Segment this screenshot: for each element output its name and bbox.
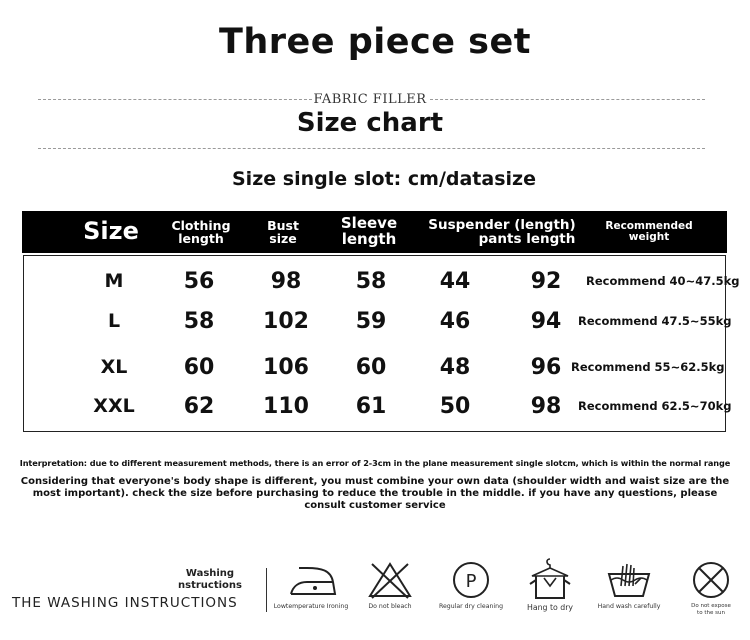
hang-dry-icon — [522, 556, 578, 596]
hand-wash-label: Hand wash carefully — [597, 603, 661, 610]
cell-pants: 94 — [530, 308, 562, 334]
cell-bust: 110 — [263, 393, 309, 419]
considering-note: Considering that everyone's body shape is different, you must combine your own data (shoulder width and waist size are the most important). check the size before purchasing to reduce the trouble in the middle. if you have any questions, please consult customer service — [20, 476, 730, 511]
unit-line: Size single slot: cm/datasize — [232, 168, 536, 190]
cell-suspender: 48 — [439, 354, 471, 380]
header-recommended-weight: Recommended weight — [605, 219, 693, 243]
size-chart-title: Size chart — [296, 108, 444, 138]
dry-clean-label: Regular dry cleaning — [438, 603, 503, 610]
cell-sleeve: 59 — [355, 308, 387, 334]
table-row — [24, 348, 725, 386]
cell-recommend: Recommend 47.5~55kg — [578, 314, 732, 328]
cell-suspender: 50 — [439, 393, 471, 419]
size-table — [23, 255, 740, 432]
no-bleach-icon — [362, 560, 418, 600]
cell-suspender: 44 — [439, 268, 471, 294]
cell-pants: 92 — [530, 268, 562, 294]
cell-clothing: 58 — [183, 308, 215, 334]
cell-sleeve: 60 — [355, 354, 387, 380]
table-row — [24, 302, 732, 340]
cell-clothing: 56 — [183, 268, 215, 294]
cell-recommend: Recommend 62.5~70kg — [578, 399, 732, 413]
header-bust-size: Bust size — [267, 217, 299, 246]
cell-suspender: 46 — [439, 308, 471, 334]
table-row — [24, 262, 740, 300]
dry-clean-glyph: P — [465, 571, 477, 592]
cell-clothing: 62 — [183, 393, 215, 419]
washing-instructions-label: Washing nstructions — [178, 568, 242, 591]
cell-size: M — [104, 270, 124, 292]
cell-clothing: 60 — [183, 354, 215, 380]
cell-sleeve: 58 — [355, 268, 387, 294]
table-row — [24, 387, 732, 425]
hand-wash-icon — [601, 560, 657, 600]
no-sun-icon — [683, 560, 739, 600]
iron-label: Lowtemperature Ironing — [273, 603, 349, 610]
header-clothing-length: Clothing length — [171, 217, 231, 246]
header-sleeve-length: Sleeve length — [340, 214, 398, 248]
cell-pants: 98 — [530, 393, 562, 419]
cell-size: XL — [100, 356, 128, 378]
cell-recommend: Recommend 40~47.5kg — [586, 274, 740, 288]
cell-bust: 102 — [263, 308, 309, 334]
cell-pants: 96 — [530, 354, 562, 380]
cell-bust: 98 — [270, 268, 302, 294]
table-header — [22, 211, 727, 253]
hang-dry-label: Hang to dry — [526, 603, 574, 612]
cell-size: L — [107, 310, 121, 332]
cell-recommend: Recommend 55~62.5kg — [571, 360, 725, 374]
dry-clean-icon — [443, 560, 499, 600]
washing-instructions-heading: THE WASHING INSTRUCTIONS — [12, 595, 238, 611]
no-sun-label: Do not expose to the sun — [691, 603, 731, 616]
header-size: Size — [83, 217, 139, 246]
cell-sleeve: 61 — [355, 393, 387, 419]
iron-icon — [285, 560, 341, 600]
no-bleach-label: Do not bleach — [368, 603, 412, 610]
interpretation-note: Interpretation: due to different measurement methods, there is an error of 2-3cm in the plane measurement single slotcm, which is within the normal range — [19, 458, 731, 468]
divider — [38, 148, 705, 149]
page-title: Three piece set — [219, 22, 531, 62]
cell-size: XXL — [93, 395, 135, 417]
cell-bust: 106 — [263, 354, 309, 380]
header-suspender-pants: Suspender (length) pants length — [428, 216, 576, 247]
fabric-label: FABRIC FILLER — [313, 92, 427, 107]
